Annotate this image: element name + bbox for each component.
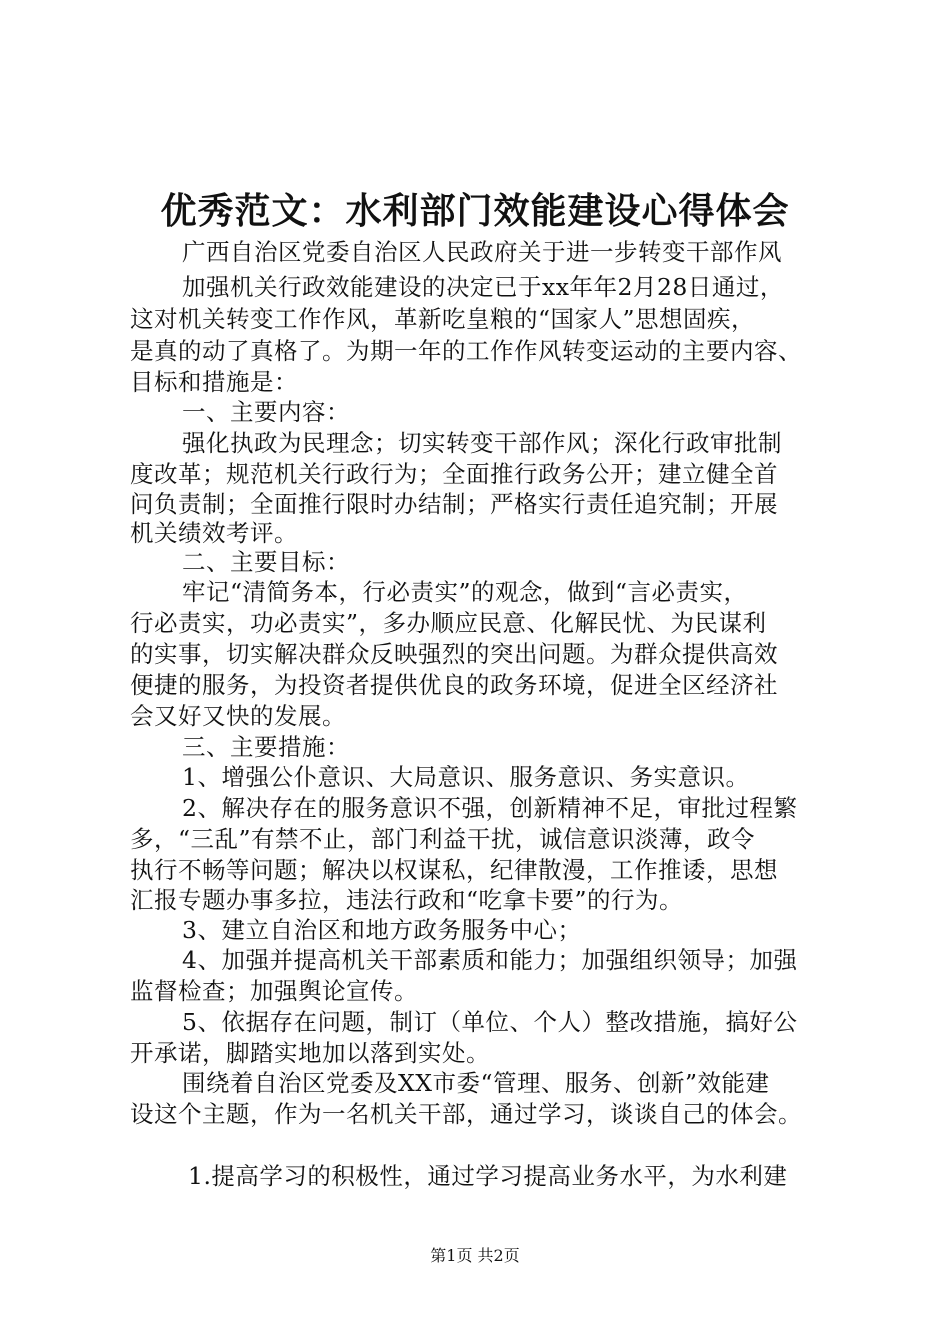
page-number: 第1页 共2页 — [430, 1246, 520, 1265]
text-line: 1.提高学习的积极性，通过学习提高业务水平，为水利建 — [188, 1162, 788, 1190]
text-line: 3、建立自治区和地方政务服务中心； — [182, 916, 582, 944]
text-line: 1、增强公仆意识、大局意识、服务意识、务实意识。 — [182, 763, 750, 791]
document-title: 优秀范文：水利部门效能建设心得体会 — [160, 190, 790, 232]
text-line: 是真的动了真格了。为期一年的工作作风转变运动的主要内容、 — [130, 337, 802, 365]
section-heading: 三、主要措施： — [182, 733, 350, 761]
text-line: 牢记“清简务本，行必责实”的观念，做到“言必责实， — [182, 578, 748, 606]
text-line: 加强机关行政效能建设的决定已于xx年年2月28日通过， — [182, 273, 784, 301]
text-line: 开承诺，脚踏实地加以落到实处。 — [130, 1039, 490, 1067]
text-line: 机关绩效考评。 — [130, 519, 298, 547]
text-line: 会又好又快的发展。 — [130, 702, 346, 730]
text-line: 度改革；规范机关行政行为；全面推行政务公开；建立健全首 — [130, 460, 778, 488]
text-line: 的实事，切实解决群众反映强烈的突出问题。为群众提供高效 — [130, 640, 778, 668]
text-line: 多，“三乱”有禁不止，部门利益干扰，诚信意识淡薄，政令 — [130, 825, 756, 853]
text-line: 围绕着自治区党委及XX市委“管理、服务、创新”效能建 — [182, 1069, 770, 1097]
text-line: 4、加强并提高机关干部素质和能力；加强组织领导；加强 — [182, 946, 798, 974]
text-line: 这对机关转变工作作风，革新吃皇粮的“国家人”思想固疾， — [130, 305, 756, 333]
section-heading: 一、主要内容： — [182, 398, 350, 426]
text-line: 广西自治区党委自治区人民政府关于进一步转变干部作风 — [182, 238, 782, 266]
text-line: 强化执政为民理念；切实转变干部作风；深化行政审批制 — [182, 429, 782, 457]
text-line: 设这个主题，作为一名机关干部，通过学习，谈谈自己的体会。 — [130, 1100, 802, 1128]
text-line: 执行不畅等问题；解决以权谋私，纪律散漫，工作推诿，思想 — [130, 856, 778, 884]
text-line: 问负责制；全面推行限时办结制；严格实行责任追究制；开展 — [130, 490, 778, 518]
text-line: 5、依据存在问题，制订（单位、个人）整改措施，搞好公 — [182, 1008, 798, 1036]
text-line: 监督检查；加强舆论宣传。 — [130, 977, 418, 1005]
text-line: 汇报专题办事多拉，违法行政和“吃拿卡要”的行为。 — [130, 886, 684, 914]
text-line: 便捷的服务，为投资者提供优良的政务环境，促进全区经济社 — [130, 671, 778, 699]
text-line: 目标和措施是： — [130, 368, 298, 396]
text-line: 行必责实，功必责实”，多办顺应民意、化解民忧、为民谋利 — [130, 609, 767, 637]
section-heading: 二、主要目标： — [182, 548, 350, 576]
text-line: 2、解决存在的服务意识不强，创新精神不足，审批过程繁 — [182, 794, 798, 822]
